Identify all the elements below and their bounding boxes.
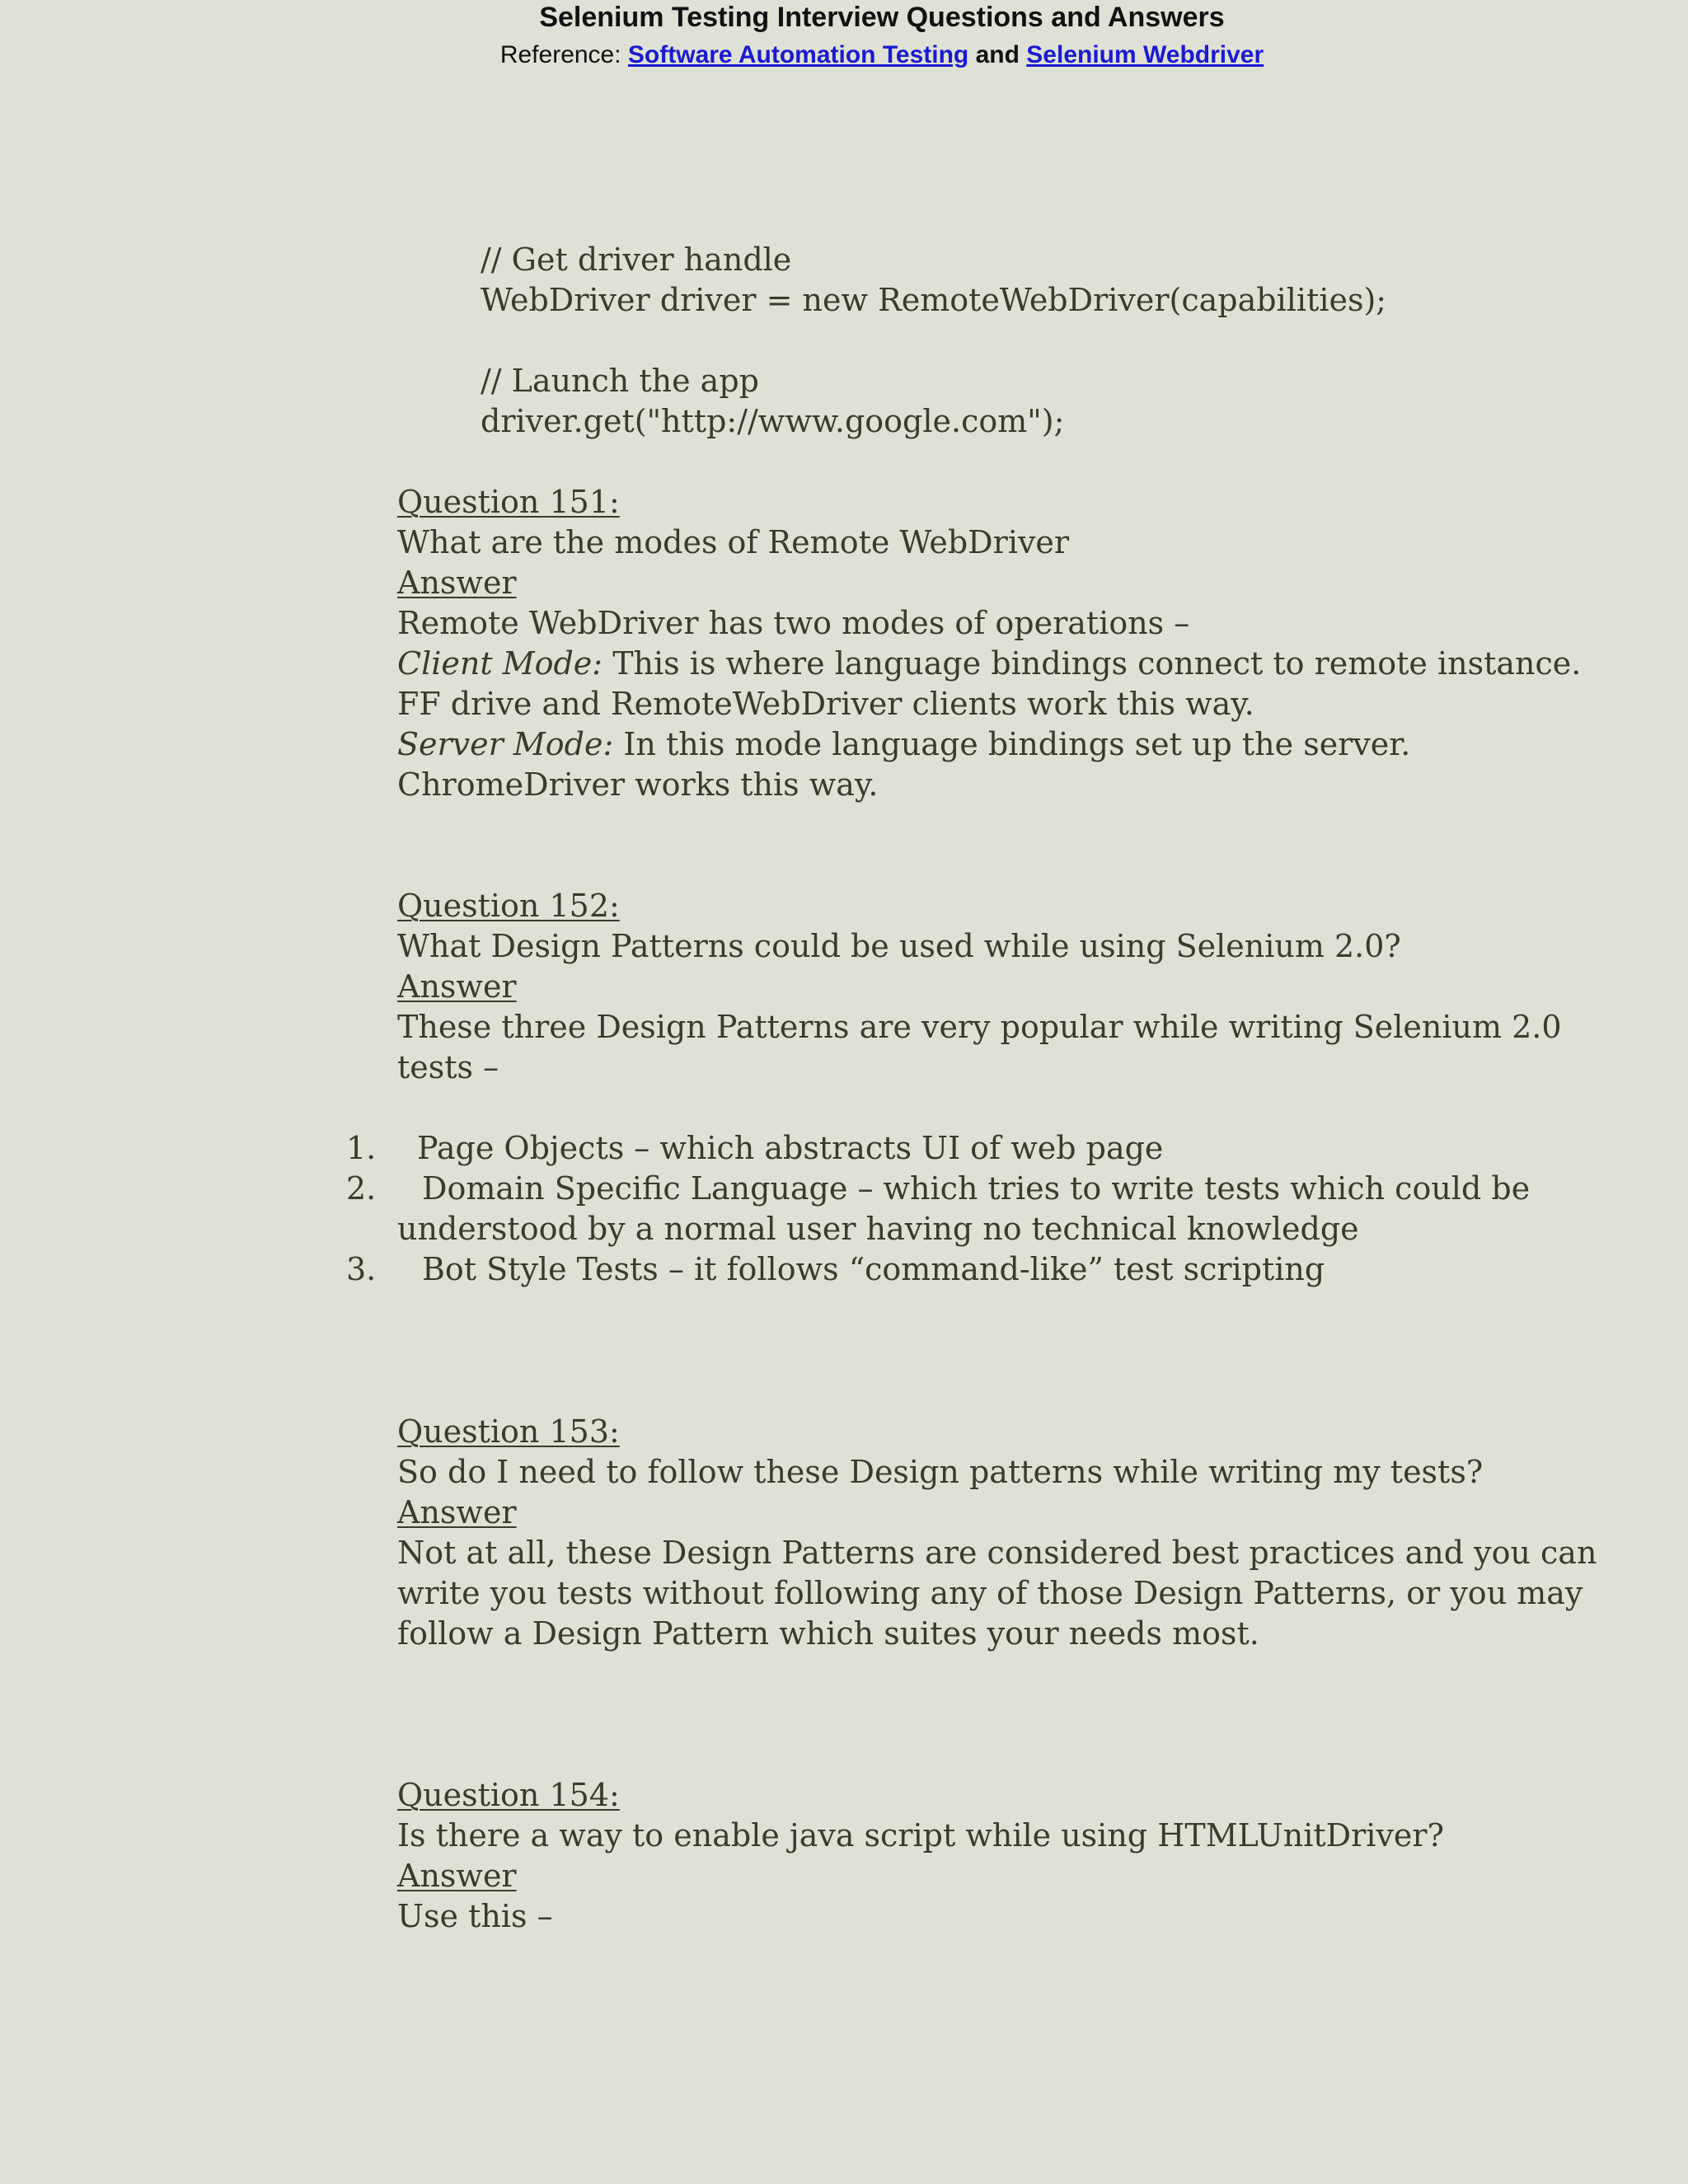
question-153: [397, 1412, 1597, 1654]
code-comment: // Get driver handle: [481, 241, 792, 278]
answer-label: Answer: [397, 1494, 517, 1530]
answer-text: These three Design Patterns are very popular while writing Selenium 2.0: [397, 1009, 1562, 1045]
list-number: 3.: [346, 1251, 377, 1287]
code-line: driver.get("http://www.google.com");: [481, 403, 1065, 439]
document-title: Selenium Testing Interview Questions and Answers: [539, 2, 1225, 33]
code-snippet: [481, 240, 1386, 442]
question-heading: Question 153:: [397, 1413, 620, 1450]
list-item-text: Page Objects – which abstracts UI of web page: [417, 1130, 1164, 1166]
answer-text: Not at all, these Design Patterns are considered best practices and you can: [397, 1535, 1597, 1571]
question-151: [397, 482, 1581, 805]
answer-label: Answer: [397, 565, 517, 601]
list-item-text-continued: understood by a normal user having no technical knowledge: [397, 1211, 1359, 1247]
answer-text: Server Mode: In this mode language bindings set up the server.: [397, 726, 1411, 762]
reference-line: [0, 41, 1688, 69]
question-152: [397, 886, 1562, 1088]
list-item: [0, 1169, 1688, 1249]
answer-text: FF drive and RemoteWebDriver clients work this way.: [397, 686, 1254, 722]
list-item: [0, 1128, 1688, 1169]
list-item-text: Domain Specific Language – which tries to write tests which could be: [422, 1170, 1531, 1207]
code-comment: // Launch the app: [481, 363, 759, 399]
answer-text: Remote WebDriver has two modes of operations –: [397, 605, 1190, 641]
answer-text: write you tests without following any of those Design Patterns, or you may: [397, 1575, 1583, 1611]
answer-label: Answer: [397, 1858, 517, 1894]
reference-and: and: [975, 41, 1020, 68]
question-heading: Question 154:: [397, 1777, 620, 1813]
selenium-webdriver-link[interactable]: Selenium Webdriver: [1026, 41, 1264, 68]
list-item-text: Bot Style Tests – it follows “command-like” test scripting: [422, 1251, 1325, 1287]
client-mode-label: Client Mode:: [397, 645, 603, 682]
question-text: What are the modes of Remote WebDriver: [397, 524, 1070, 560]
answer-text: ChromeDriver works this way.: [397, 766, 879, 803]
question-154: [397, 1775, 1444, 1937]
code-line: WebDriver driver = new RemoteWebDriver(capabilities);: [481, 282, 1387, 318]
question-heading: Question 151:: [397, 484, 620, 520]
answer-text: tests –: [397, 1049, 499, 1085]
question-text: What Design Patterns could be used while using Selenium 2.0?: [397, 928, 1401, 964]
question-text: Is there a way to enable java script while using HTMLUnitDriver?: [397, 1817, 1444, 1854]
question-heading: Question 152:: [397, 888, 620, 924]
server-mode-label: Server Mode:: [397, 726, 614, 762]
reference-prefix: Reference:: [499, 41, 621, 68]
answer-label: Answer: [397, 968, 517, 1005]
list-number: 2.: [346, 1170, 377, 1207]
answer-text: follow a Design Pattern which suites your needs most.: [397, 1615, 1259, 1652]
list-number: 1.: [346, 1130, 377, 1166]
answer-text: Client Mode: This is where language bindings connect to remote instance.: [397, 645, 1582, 682]
answer-text: Use this –: [397, 1898, 553, 1934]
software-automation-testing-link[interactable]: Software Automation Testing: [627, 41, 969, 68]
list-item: [0, 1249, 1688, 1290]
question-text: So do I need to follow these Design patterns while writing my tests?: [397, 1454, 1484, 1490]
